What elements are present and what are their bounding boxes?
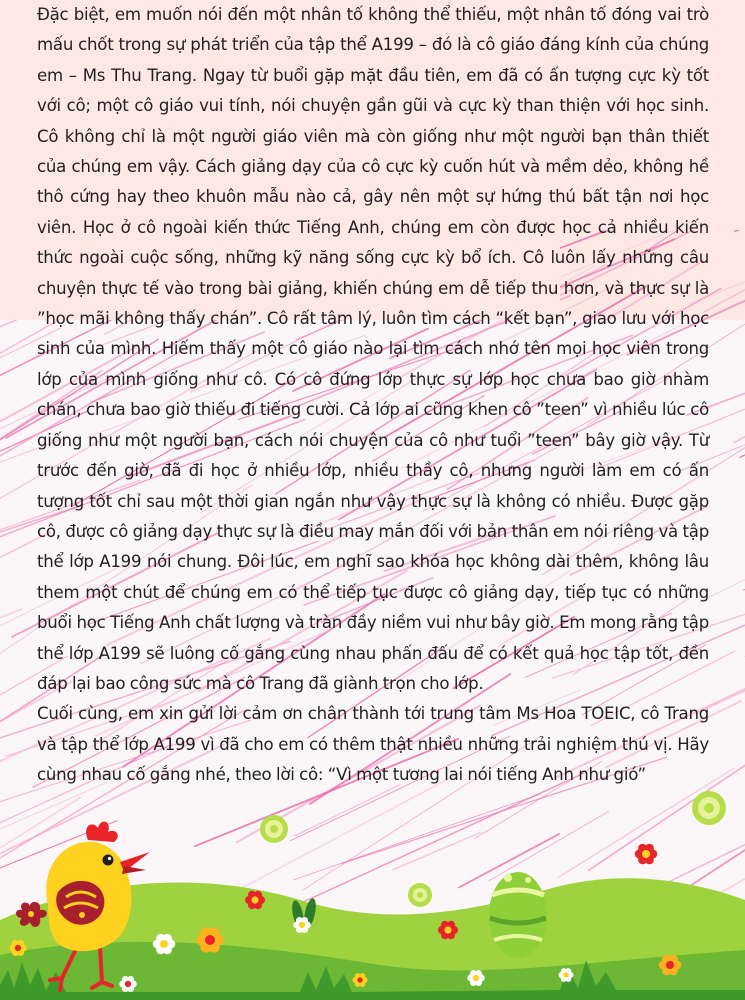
paragraph-teacher-praise: Đặc biệt, em muốn nói đến một nhân tố không thể thiếu, một nhân tố đóng vai trò mấu chốt trong sự phát triển của tập thể A199 – đó là cô giáo đáng kính của chúng em – Ms Thu Trang. Ngay từ buổi gặp mặt đầu tiên, em đã có ấn tượng cực kỳ tốt với cô; một cô giáo vui tính, nói chuyện gần gũi và cực kỳ than thiện với học sinh. Cô không chỉ là một người giáo viên mà còn giống như một người bạn thân thiết của chúng em vậy. Cách giảng dạy của cô cực kỳ cuốn hút và mềm dẻo, không hề thô cứng hay theo khuôn mẫu nào cả, gây nên một sự hứng thú bất tận nơi học viên. Học ở cô ngoài kiến thức Tiếng Anh, chúng em còn được học cả nhiều kiến thức ngoài cuộc sống, những kỹ năng sống cực kỳ bổ ích. Cô luôn lấy những câu chuyện thực tế vào trong bài giảng, khiến chúng em dễ tiếp thu hơn, và thực sự là ”học mãi không thấy chán”. Cô rất tâm lý, luôn tìm cách “kết bạn”, giao lưu với học sinh của mình. Hiếm thấy một cô giáo nào lại tìm cách nhớ tên mọi học viên trong lớp của mình giống như cô. Có cô đứng lớp thực sự lớp học chưa bao giờ nhàm chán, chưa bao giờ thiếu đi tiếng cười. Cả lớp ai cũng khen cô ”teen” vì nhiều lúc cô giống như một người bạn, cách nói chuyện của cô như tuổi ”teen” bây giờ vậy. Từ trước đến giờ, đã đi học ở nhiều lớp, nhiều thầy cô, nhưng người làm em có ấn tượng tốt chỉ sau một thời gian ngắn như vậy thực sự là không có nhiều. Được gặp cô, được cô giảng dạy thực sự là điều may mắn đối với bản thân em nói riêng và tập thể lớp A199 nói chung. Đôi lúc, em nghĩ sao khóa học không dài thêm, không lâu them một chút để chúng em có thể tiếp tục được cô giảng dạy, tiếp tục có những buổi học Tiếng Anh chất lượng và tràn đầy niềm vui như bây giờ. Em mong rằng tập thể lớp A199 sẽ luông cố gắng cùng nhau phấn đấu để có kết quả học tập tốt, đền đáp lại bao công sức mà cô Trang đã giành trọn cho lớp.	[37, 5, 709, 693]
sun-dot-icon	[408, 883, 432, 907]
sun-dot-icon	[260, 815, 288, 843]
sun-dot-icon	[692, 791, 726, 825]
easter-egg-icon	[489, 872, 547, 958]
paragraph-closing-thanks: Cuối cùng, em xin gửi lời cảm ơn chân thành tới trung tâm Ms Hoa TOEIC, cô Trang và tập thể lớp A199 vì đã cho em có thêm thật nhiều những trải nghiệm thú vị. Hãy cùng nhau cố gắng nhé, theo lời cô: “Vì một tương lai nói tiếng Anh như gió”	[37, 704, 709, 785]
article-body	[37, 0, 709, 791]
